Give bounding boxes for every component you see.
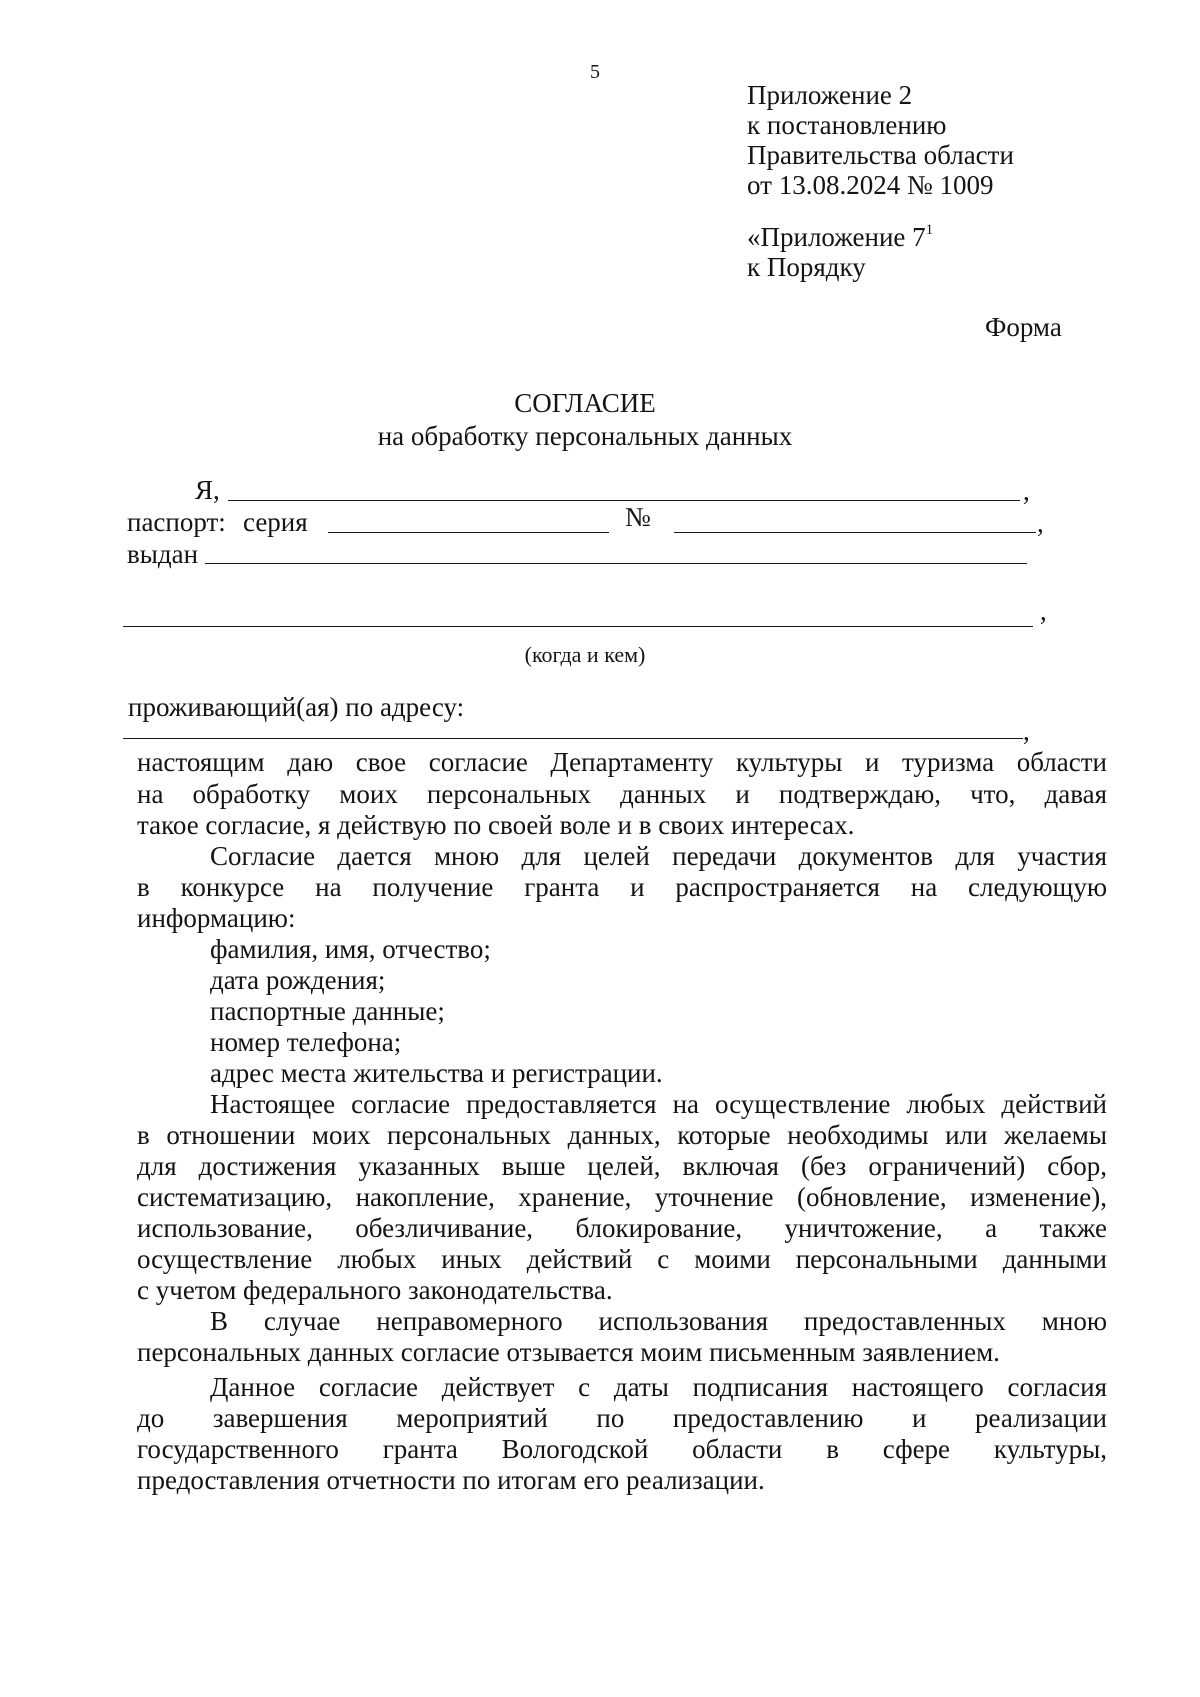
comma: , bbox=[1037, 508, 1044, 538]
address-field[interactable] bbox=[123, 738, 1023, 739]
text-line: использование, обезличивание, блокирование, уничтожение, а также bbox=[137, 1213, 1107, 1243]
form-label: Форма bbox=[985, 312, 1062, 342]
text-line: с учетом федерального законодательства. bbox=[137, 1275, 613, 1305]
list-item: дата рождения; bbox=[210, 965, 386, 995]
number-sign-label: № bbox=[625, 502, 651, 532]
sub-appendix-text: «Приложение 7 bbox=[747, 222, 926, 252]
list-item: фамилия, имя, отчество; bbox=[210, 934, 491, 964]
text-line: государственного гранта Вологодской области в сфере культуры, bbox=[137, 1434, 1107, 1464]
full-name-field[interactable] bbox=[228, 500, 1020, 501]
residing-label: проживающий(ая) по адресу: bbox=[128, 692, 465, 722]
text-line: Данное согласие действует с даты подписания настоящего согласия bbox=[210, 1372, 1107, 1402]
page-number: 5 bbox=[590, 61, 600, 83]
list-item: номер телефона; bbox=[210, 1027, 402, 1057]
text-line: Согласие дается мною для целей передачи документов для участия bbox=[210, 841, 1107, 871]
text-line: систематизацию, накопление, хранение, уточнение (обновление, изменение), bbox=[137, 1182, 1107, 1212]
appendix-line: от 13.08.2024 № 1009 bbox=[747, 170, 994, 200]
document-subtitle: на обработку персональных данных bbox=[377, 421, 793, 451]
text-line: такое согласие, я действую по своей воле и в своих интересах. bbox=[137, 810, 855, 840]
appendix-line: к постановлению bbox=[747, 110, 947, 140]
issued-by-field-line2[interactable] bbox=[123, 626, 1033, 627]
comma: , bbox=[1023, 476, 1030, 506]
text-line: для достижения указанных выше целей, включая (без ограничений) сбор, bbox=[137, 1151, 1107, 1181]
appendix-line: Приложение 2 bbox=[747, 80, 913, 110]
passport-label: паспорт: bbox=[127, 507, 226, 537]
text-line: на обработку моих персональных данных и подтверждаю, что, давая bbox=[137, 779, 1107, 809]
when-by-whom-caption: (когда и кем) bbox=[524, 642, 646, 667]
text-line: в конкурсе на получение гранта и распространяется на следующую bbox=[137, 872, 1107, 902]
list-item: адрес места жительства и регистрации. bbox=[210, 1058, 663, 1088]
text-line: Настоящее согласие предоставляется на осуществление любых действий bbox=[210, 1089, 1107, 1119]
ya-label: Я, bbox=[195, 475, 220, 505]
sub-appendix-line: к Порядку bbox=[747, 252, 866, 282]
list-item: паспортные данные; bbox=[210, 996, 445, 1026]
issued-by-field[interactable] bbox=[205, 563, 1027, 564]
passport-number-field[interactable] bbox=[674, 532, 1036, 533]
sub-appendix-line bbox=[747, 222, 933, 253]
appendix-line: Правительства области bbox=[747, 140, 1014, 170]
text-line: персональных данных согласие отзывается моим письменным заявлением. bbox=[137, 1337, 1000, 1367]
document-title: СОГЛАСИЕ bbox=[514, 388, 656, 418]
issued-label: выдан bbox=[127, 539, 199, 569]
text-line: осуществление любых иных действий с моими персональными данными bbox=[137, 1244, 1107, 1274]
text-line: предоставления отчетности по итогам его реализации. bbox=[137, 1465, 765, 1495]
series-label: серия bbox=[243, 507, 308, 537]
passport-series-field[interactable] bbox=[328, 532, 609, 533]
comma: , bbox=[1040, 596, 1047, 626]
text-line: В случае неправомерного использования предоставленных мною bbox=[210, 1306, 1107, 1336]
text-line: до завершения мероприятий по предоставлению и реализации bbox=[137, 1403, 1107, 1433]
text-line: настоящим даю свое согласие Департаменту культуры и туризма области bbox=[137, 747, 1107, 777]
sub-appendix-superscript: 1 bbox=[925, 222, 934, 238]
text-line: в отношении моих персональных данных, которые необходимы или желаемы bbox=[137, 1120, 1107, 1150]
comma: , bbox=[1023, 716, 1030, 746]
text-line: информацию: bbox=[137, 903, 296, 933]
